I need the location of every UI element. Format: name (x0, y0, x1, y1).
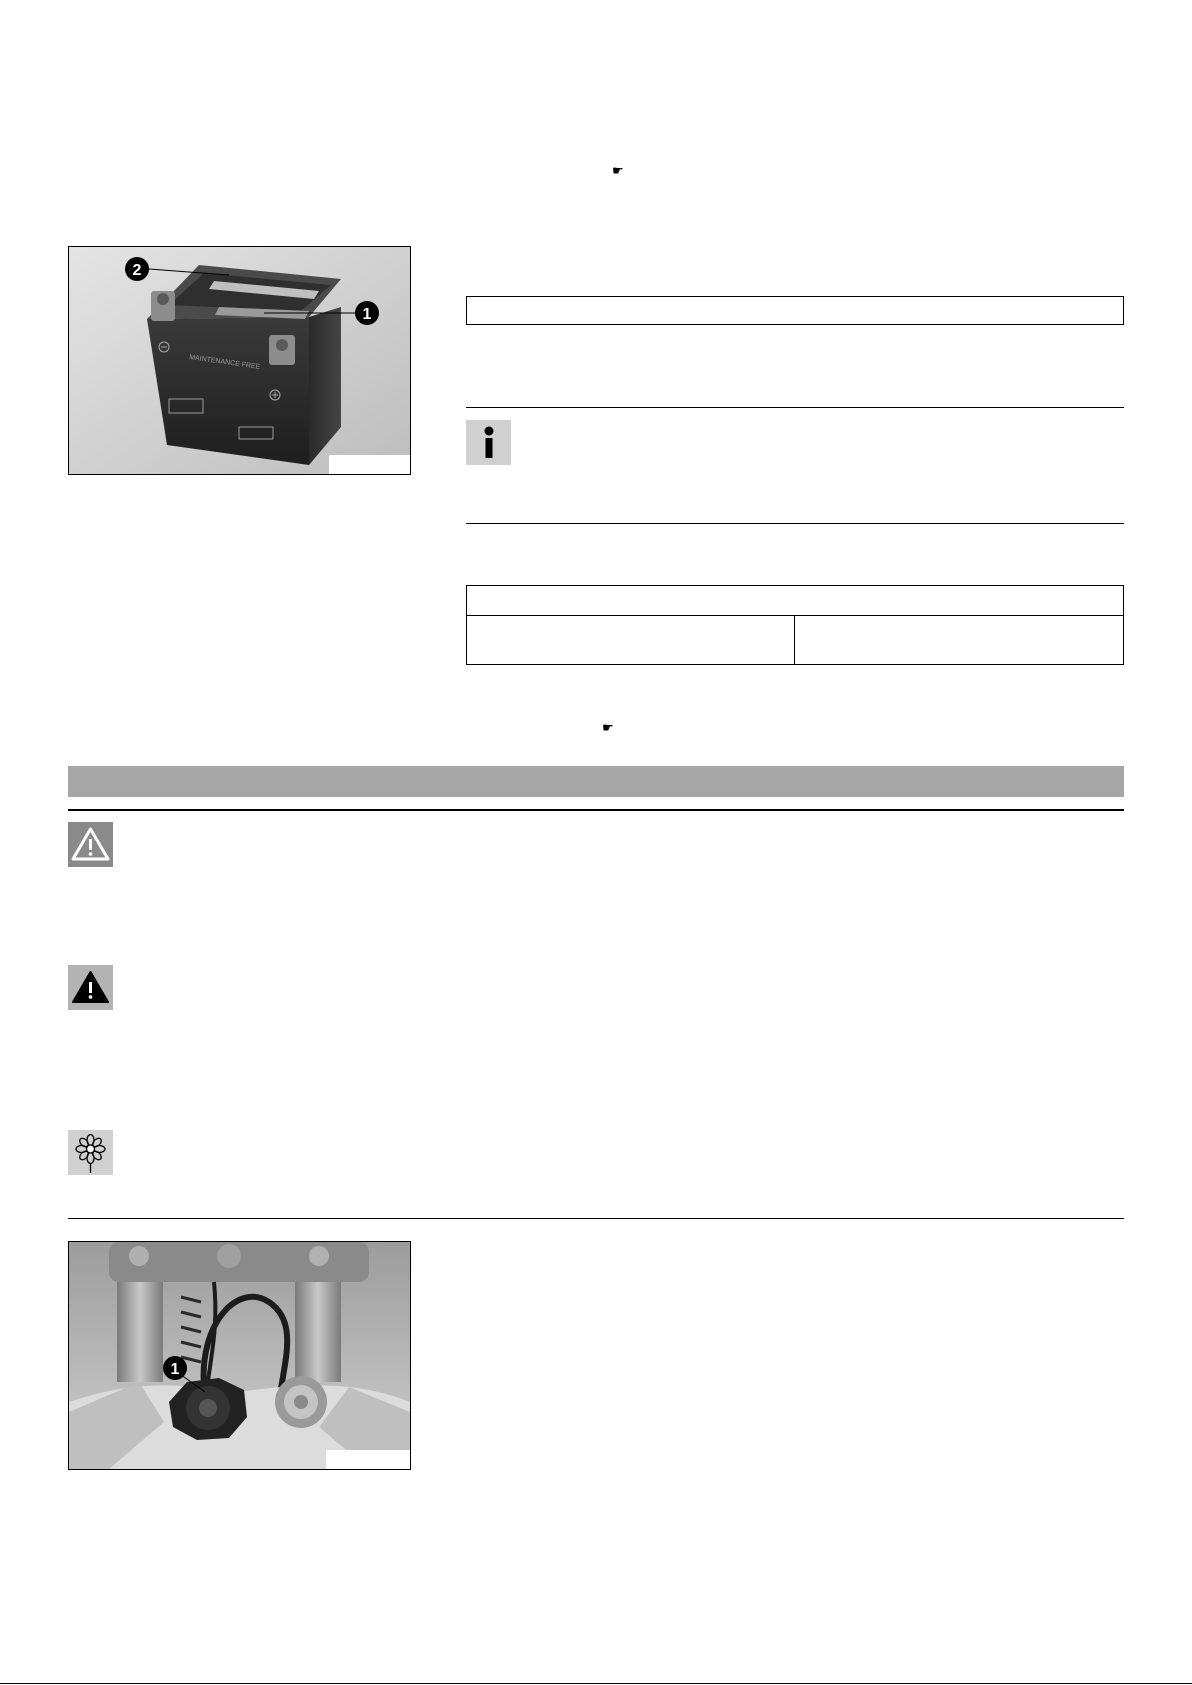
warning-outline-icon (68, 822, 113, 867)
spec-table-header (467, 586, 1123, 616)
warnings-bottom-rule (68, 1218, 1124, 1219)
battery-figure (68, 246, 411, 475)
callout-2 (125, 257, 149, 281)
spec-table (466, 585, 1124, 665)
info-icon (466, 420, 511, 465)
callout-1 (163, 1356, 187, 1380)
battery-illustration (69, 247, 410, 474)
info-note-top-rule (466, 407, 1124, 408)
section-heading-band (68, 766, 1124, 797)
spec-table-cell-left (467, 616, 795, 664)
footer-rule (0, 1683, 1192, 1684)
environment-flower-icon (68, 1130, 113, 1175)
warning-filled-icon (68, 965, 113, 1010)
section-heading-rule (68, 809, 1124, 811)
pointing-hand-icon: ☛ (602, 721, 614, 736)
fuel-cap-illustration (69, 1242, 410, 1469)
callout-1 (355, 301, 379, 325)
svg-text:1: 1 (362, 306, 372, 323)
battery-printed-label: MAINTENANCE FREE (188, 354, 261, 371)
figure-id-tag (329, 455, 410, 474)
svg-text:2: 2 (132, 262, 142, 279)
figure-id-tag (326, 1450, 410, 1469)
spec-table-cell-right (795, 616, 1123, 664)
pointing-hand-icon: ☛ (612, 164, 624, 179)
spec-box (466, 296, 1124, 325)
fuel-cap-figure (68, 1241, 411, 1470)
info-note-bottom-rule (466, 523, 1124, 524)
svg-text:1: 1 (170, 1361, 180, 1378)
